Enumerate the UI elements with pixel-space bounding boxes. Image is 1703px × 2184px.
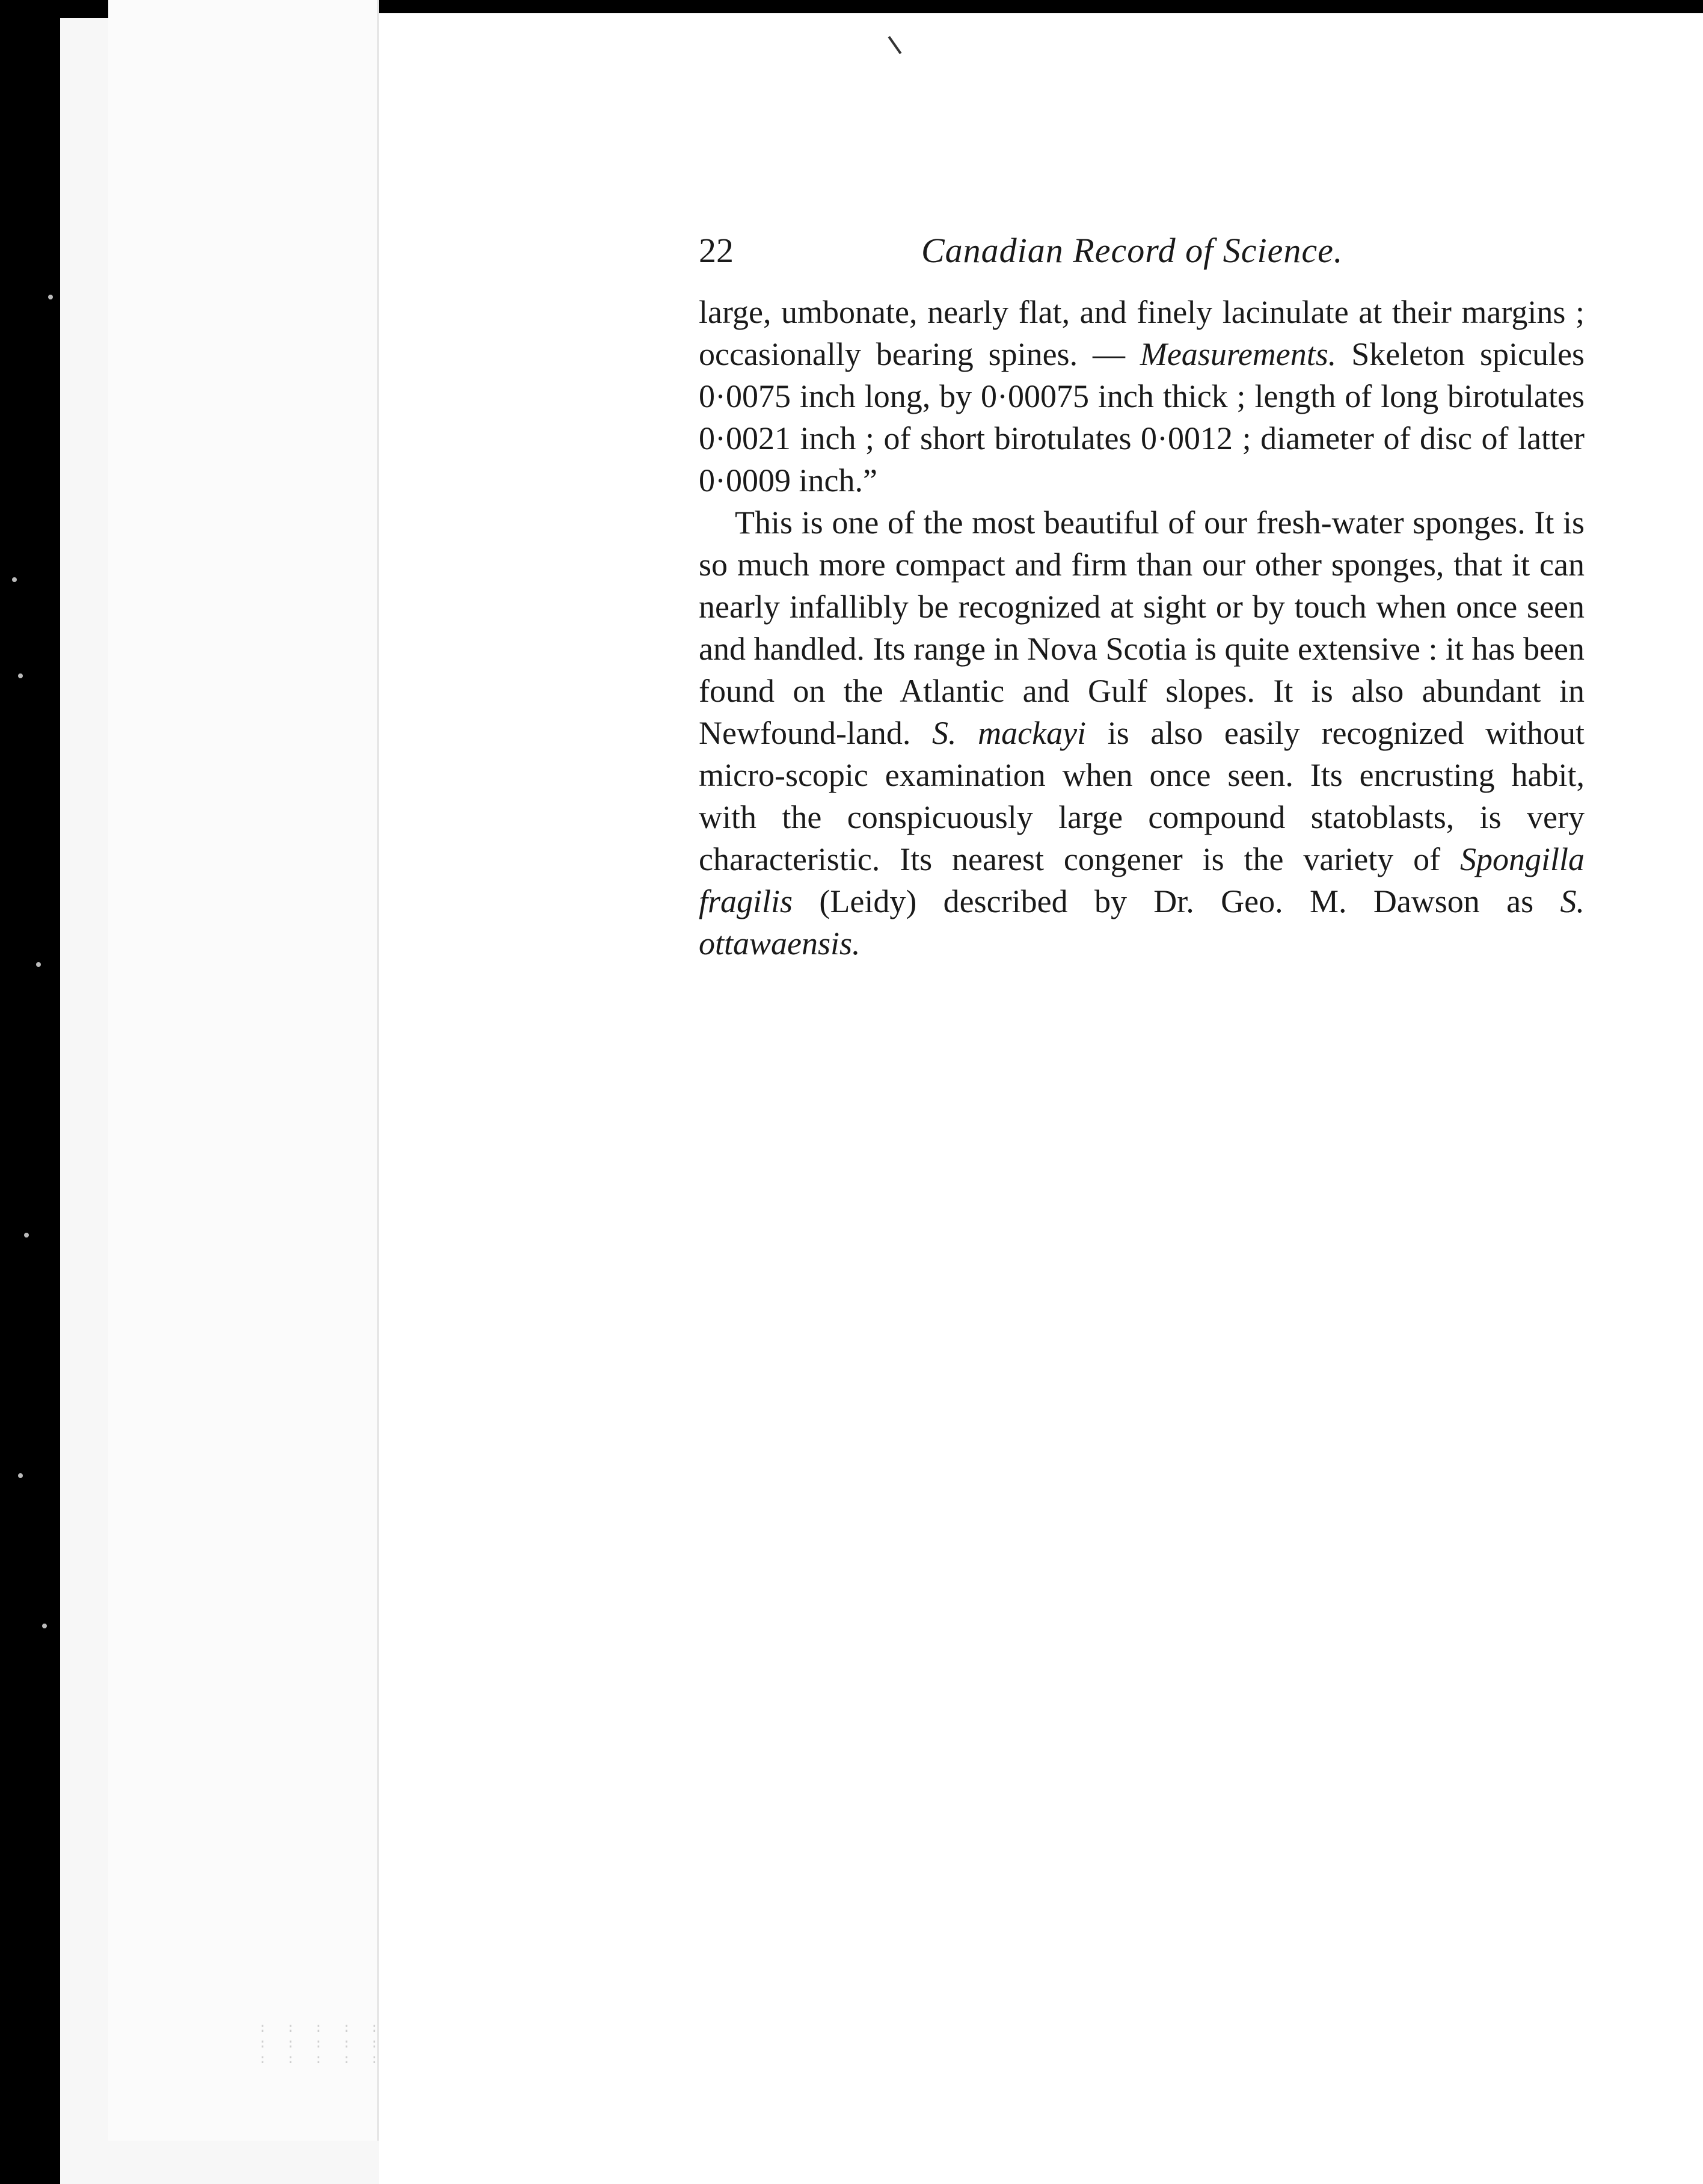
page-number: 22	[699, 231, 734, 270]
page-content	[699, 230, 1585, 965]
species-name: S. ottawaensis.	[699, 883, 1585, 962]
top-edge-shadow	[379, 0, 1703, 13]
paragraph-text: This is one of the most beautiful of our fresh-water sponges. It is so much more compact and firm than our other sponges, that it can nearly infallibly be recognized at sight or by touch when once seen and handled. Its range in Nova Scotia is quite extensive : it has been found on the Atlantic and Gulf slopes. It is also abundant in Newfound-land.	[699, 505, 1585, 751]
journal-title: Canadian Record of Science.	[921, 231, 1343, 270]
italic-heading: Measurements.	[1140, 336, 1337, 372]
paragraph-measurements	[699, 291, 1585, 502]
paragraph-description	[699, 502, 1585, 965]
paragraph-text: Skeleton spicules 0·0075 inch long, by 0·00075 inch thick ; length of long birotulates 0·0021 inch ; of short birotulates 0·0012 ; diameter of disc of latter 0·0009 inch.”	[699, 336, 1585, 498]
paragraph-text: large, umbonate, nearly flat, and finely lacinulate at their margins ; occasionally bearing spines. —	[699, 294, 1585, 372]
page-fold	[108, 0, 379, 2141]
running-head	[699, 230, 1585, 284]
perforation-marks: : : : : : : : : : : : : : : :	[259, 2020, 385, 2067]
species-name: Spongilla fragilis	[699, 841, 1585, 919]
paragraph-text: (Leidy) described by Dr. Geo. M. Dawson as	[819, 883, 1534, 919]
paragraph-text: is also easily recognized without micro-scopic examination when once seen. Its encrusting habit, with the conspicuously large compound statoblasts, is very characteristic. Its nearest congener is the variety of	[699, 715, 1585, 877]
species-name: S. mackayi	[932, 715, 1087, 751]
